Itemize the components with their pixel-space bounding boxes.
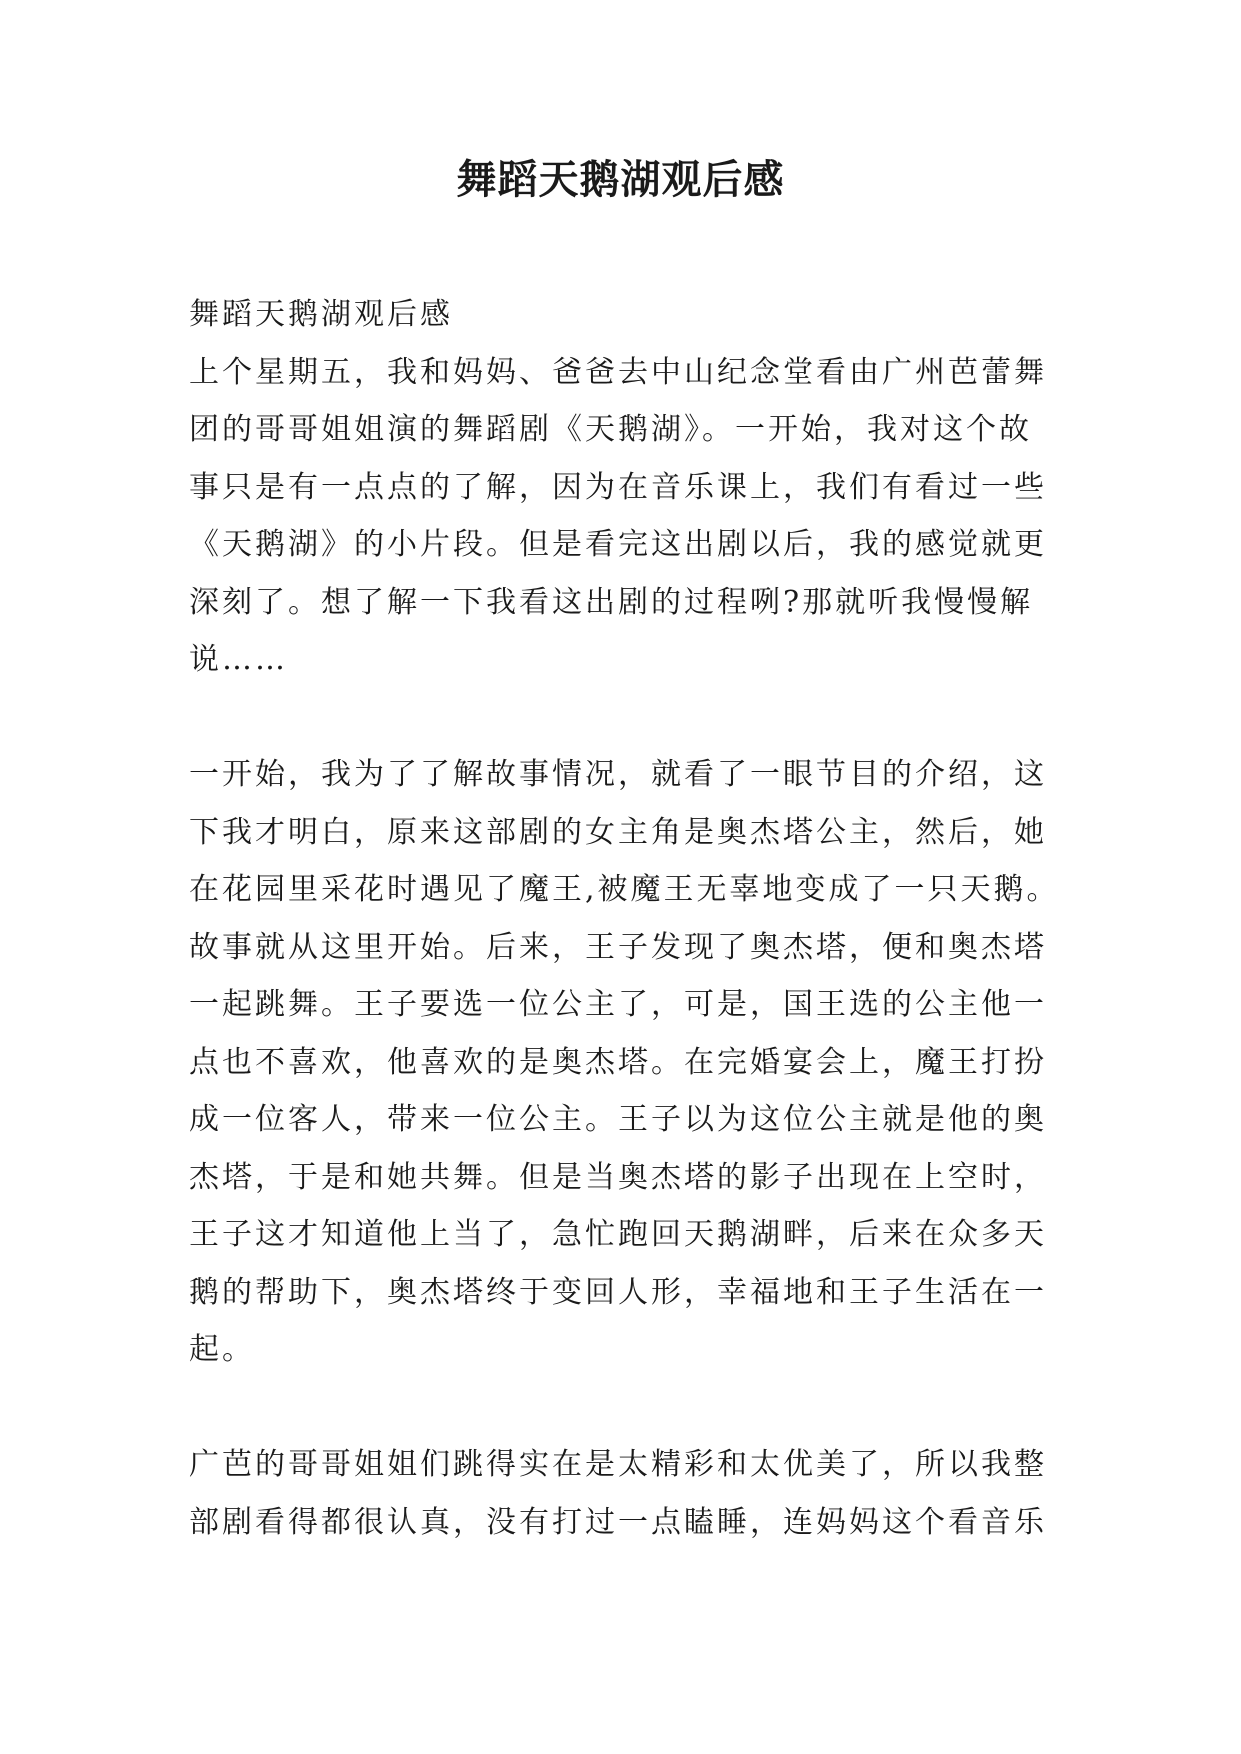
paragraph-line: 故事就从这里开始。后来，王子发现了奥杰塔，便和奥杰塔	[189, 929, 1047, 965]
paragraph-line: 深刻了。想了解一下我看这出剧的过程咧?那就听我慢慢解	[189, 584, 1034, 620]
paragraph-line: 王子这才知道他上当了，急忙跑回天鹅湖畔，后来在众多天	[189, 1217, 1047, 1252]
paragraph-line: 下我才明白，原来这部剧的女主角是奥杰塔公主，然后，她	[189, 814, 1047, 850]
paragraph-line: 起。	[189, 1332, 255, 1367]
paragraph-line: 鹅的帮助下，奥杰塔终于变回人形，幸福地和王子生活在一	[189, 1274, 1047, 1310]
paragraph-line: 上个星期五，我和妈妈、爸爸去中山纪念堂看由广州芭蕾舞	[189, 354, 1047, 390]
paragraph-line: 团的哥哥姐姐演的舞蹈剧《天鹅湖》。一开始，我对这个故	[189, 412, 1032, 447]
paragraph-line: 广芭的哥哥姐姐们跳得实在是太精彩和太优美了，所以我整	[189, 1447, 1047, 1482]
paragraph-line: 一起跳舞。王子要选一位公主了，可是，国王选的公主他一	[189, 987, 1047, 1022]
paragraph-line: 《天鹅湖》的小片段。但是看完这出剧以后，我的感觉就更	[189, 527, 1047, 562]
paragraph	[189, 1436, 1069, 1551]
paragraph-line: 杰塔，于是和她共舞。但是当奥杰塔的影子出现在上空时，	[189, 1159, 1047, 1195]
document-body	[189, 286, 1069, 1551]
document-subtitle: 舞蹈天鹅湖观后感	[189, 297, 453, 332]
paragraph	[189, 746, 1069, 1379]
paragraph-line: 点也不喜欢，他喜欢的是奥杰塔。在完婚宴会上，魔王打扮	[189, 1044, 1047, 1080]
paragraph-line: 事只是有一点点的了解，因为在音乐课上，我们有看过一些	[189, 469, 1047, 505]
paragraph	[189, 344, 1069, 689]
paragraph-line: 部剧看得都很认真，没有打过一点瞌睡，连妈妈这个看音乐	[189, 1504, 1047, 1540]
paragraph-line: 一开始，我为了了解故事情况，就看了一眼节目的介绍，这	[189, 757, 1047, 792]
paragraph-line: 说……	[189, 642, 288, 677]
paragraph-line: 成一位客人，带来一位公主。王子以为这位公主就是他的奥	[189, 1102, 1047, 1137]
document-title: 舞蹈天鹅湖观后感	[456, 156, 785, 203]
paragraph-spacer	[189, 689, 1069, 747]
paragraph-spacer	[189, 1379, 1069, 1437]
paragraph-line: 在花园里采花时遇见了魔王,被魔王无辜地变成了一只天鹅。	[189, 872, 1060, 907]
